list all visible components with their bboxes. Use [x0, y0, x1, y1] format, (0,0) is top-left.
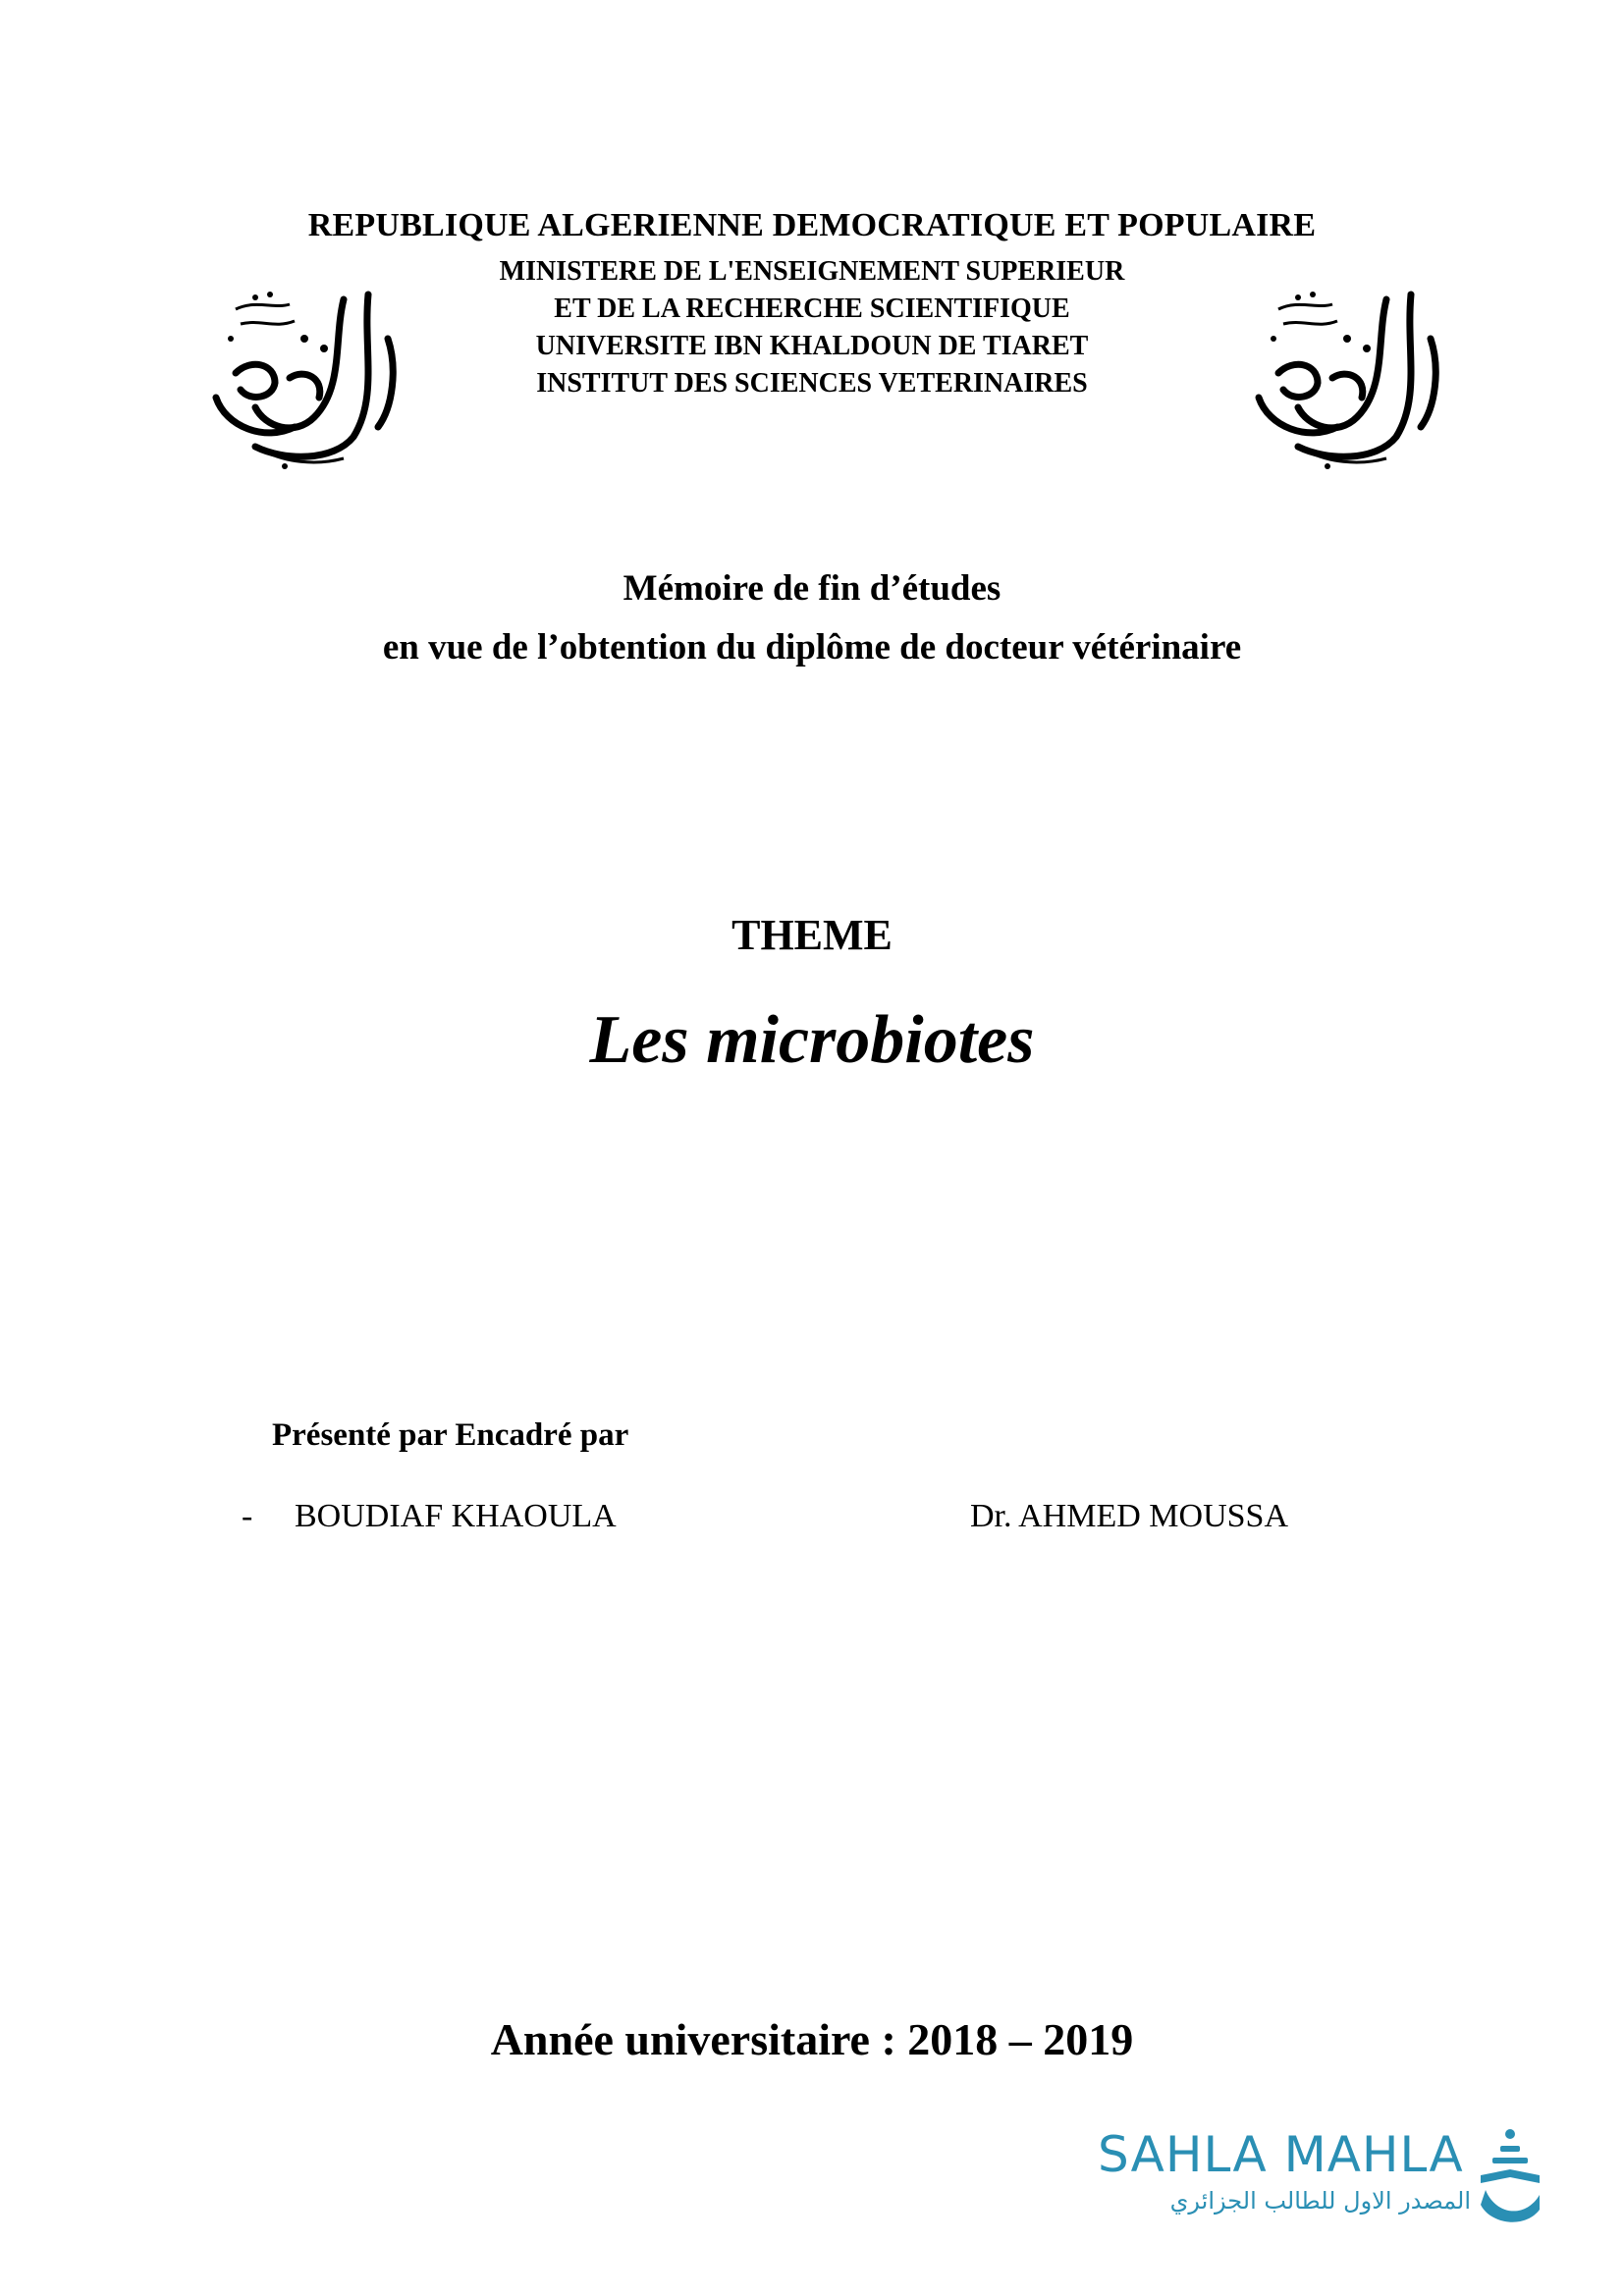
republic-title: REPUBLIQUE ALGERIENNE DEMOCRATIQUE ET POPULAIRE: [307, 207, 1317, 243]
list-dash: -: [242, 1498, 253, 1534]
sahla-mahla-tagline: المصدر الاول للطالب الجزائري: [1169, 2187, 1471, 2215]
academic-year: Année universitaire : 2018 – 2019: [490, 2014, 1134, 2064]
university-name: UNIVERSITE IBN KHALDOUN DE TIARET: [535, 331, 1089, 361]
student-name: BOUDIAF KHAOULA: [295, 1498, 617, 1534]
sahla-mahla-name: SAHLA MAHLA: [1098, 2126, 1464, 2183]
theme-label: THEME: [731, 911, 893, 959]
supervisor-name: Dr. AHMED MOUSSA: [970, 1498, 1288, 1534]
theme-title: Les microbiotes: [589, 1002, 1035, 1078]
memoire-title: Mémoire de fin d’études: [623, 568, 1001, 609]
university-logo-right-icon: [1239, 280, 1455, 476]
ministry-line-1: MINISTERE DE L'ENSEIGNEMENT SUPERIEUR: [499, 256, 1125, 287]
memoire-subtitle: en vue de l’obtention du diplôme de docteur vétérinaire: [382, 627, 1242, 667]
university-logo-left-icon: [196, 280, 412, 476]
sahla-mahla-logo-icon: [1471, 2126, 1549, 2239]
sahla-mahla-watermark: [1098, 2126, 1549, 2234]
ministry-line-2: ET DE LA RECHERCHE SCIENTIFIQUE: [554, 294, 1070, 324]
institute-name: INSTITUT DES SCIENCES VETERINAIRES: [536, 368, 1088, 399]
presented-supervised-heading: Présenté par Encadré par: [272, 1417, 629, 1453]
